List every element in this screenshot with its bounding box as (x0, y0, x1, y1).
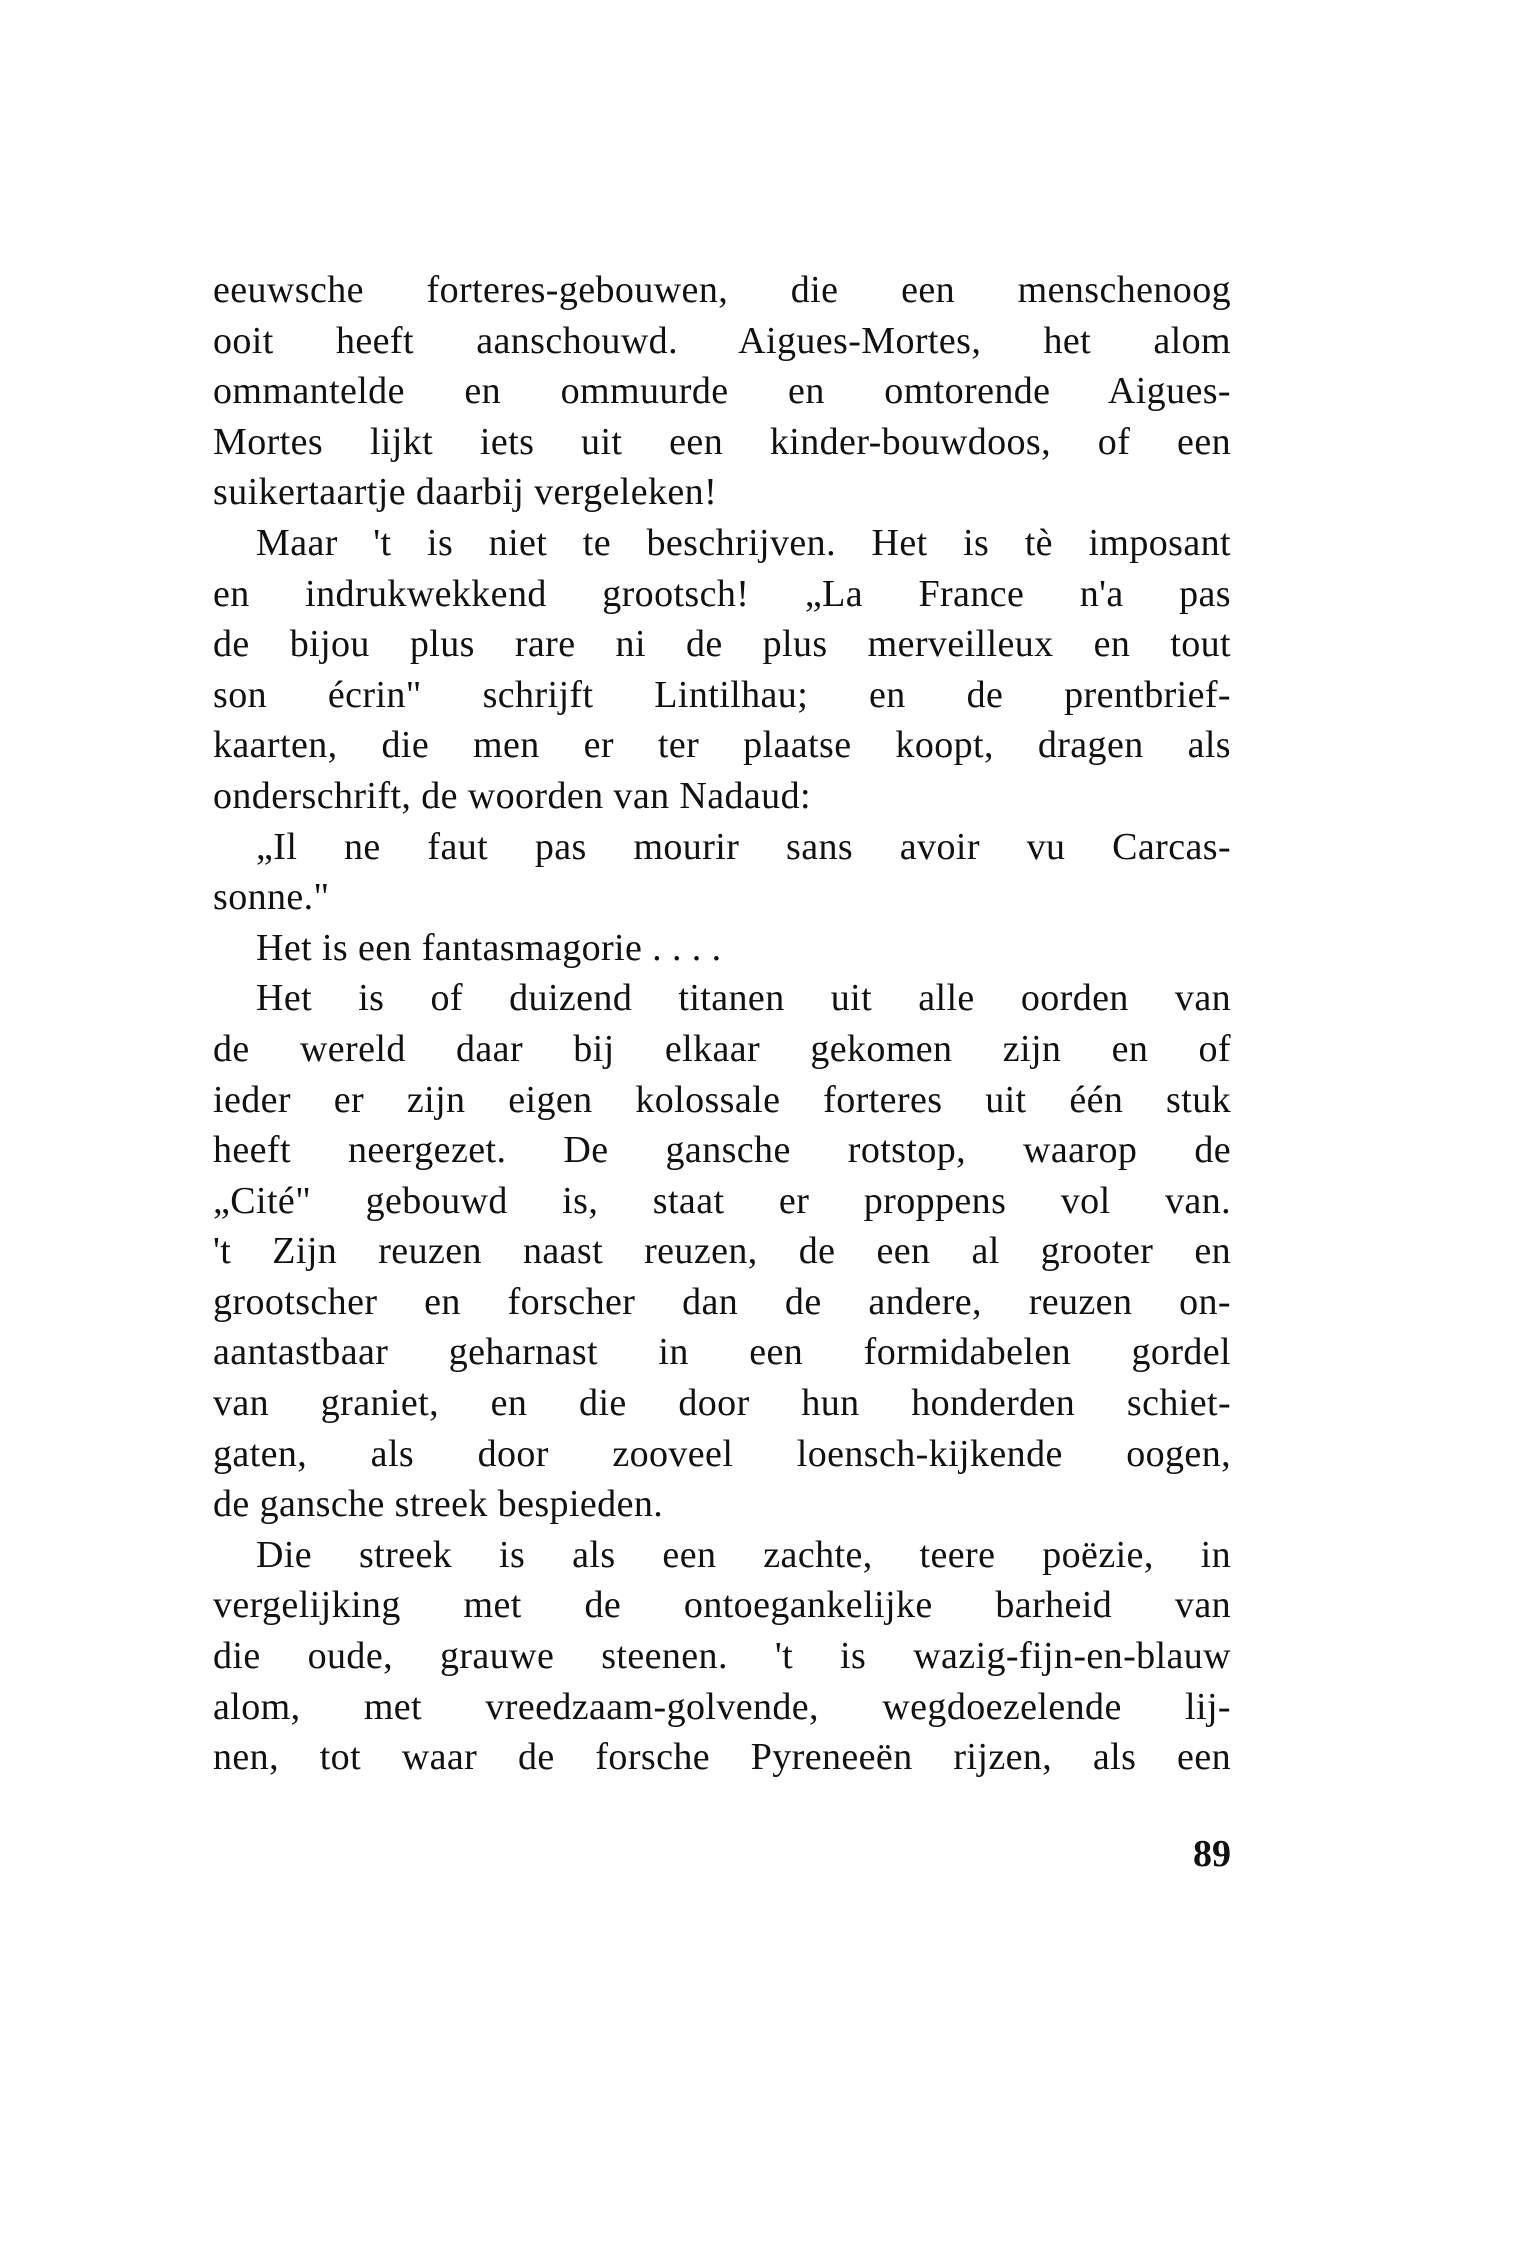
text-line: de wereld daar bij elkaar gekomen zijn en of (213, 1027, 1231, 1070)
text-line: son écrin" schrijft Lintilhau; en de prentbrief- (213, 673, 1231, 716)
text-line: Maar 't is niet te beschrijven. Het is tè imposant (256, 521, 1231, 564)
text-line: die oude, grauwe steenen. 't is wazig-fijn-en-blauw (213, 1635, 1231, 1678)
text-line: en indrukwekkend grootsch! „La France n'a pas (213, 572, 1231, 615)
text-line: 't Zijn reuzen naast reuzen, de een al grooter en (213, 1230, 1231, 1273)
text-line: van graniet, en die door hun honderden schiet- (213, 1382, 1231, 1425)
text-line: ommantelde en ommuurde en omtorende Aigues- (213, 370, 1231, 413)
text-line: de gansche streek bespieden. (213, 1483, 664, 1526)
page-number: 89 (1193, 1833, 1231, 1875)
paragraph (213, 1530, 1231, 1783)
text-line: vergelijking met de ontoegankelijke barheid van (213, 1584, 1231, 1627)
text-line: Mortes lijkt iets uit een kinder-bouwdoos, of een (213, 420, 1231, 463)
text-line: ieder er zijn eigen kolossale forteres uit één stuk (213, 1078, 1231, 1121)
text-line: onderschrift, de woorden van Nadaud: (213, 774, 811, 817)
text-line: Het is of duizend titanen uit alle oorden van (256, 977, 1231, 1020)
text-line: grootscher en forscher dan de andere, reuzen on- (213, 1280, 1231, 1323)
text-line: heeft neergezet. De gansche rotstop, waarop de (213, 1129, 1231, 1172)
text-line: aantastbaar geharnast in een formidabelen gordel (213, 1331, 1231, 1374)
text-line: „Il ne faut pas mourir sans avoir vu Carcas- (256, 825, 1231, 868)
paragraph (213, 923, 1231, 974)
text-line: ooit heeft aanschouwd. Aigues-Mortes, het alom (213, 319, 1231, 362)
text-line: nen, tot waar de forsche Pyreneeën rijzen, als een (213, 1736, 1231, 1779)
text-line: suikertaartje daarbij vergeleken! (213, 471, 718, 514)
text-line: sonne." (213, 876, 330, 919)
text-line: Het is een fantasmagorie . . . . (256, 926, 722, 969)
paragraph (213, 822, 1231, 923)
text-line: alom, met vreedzaam-golvende, wegdoezelende lij- (213, 1685, 1231, 1728)
text-line: de bijou plus rare ni de plus merveilleux en tout (213, 623, 1231, 666)
text-line: Die streek is als een zachte, teere poëzie, in (256, 1533, 1231, 1576)
paragraph (213, 518, 1231, 822)
text-line: „Cité" gebouwd is, staat er proppens vol van. (213, 1179, 1231, 1222)
paragraph (213, 265, 1231, 518)
text-line: kaarten, die men er ter plaatse koopt, dragen als (213, 724, 1231, 767)
text-line: gaten, als door zooveel loensch-kijkende oogen, (213, 1432, 1231, 1475)
text-line: eeuwsche forteres-gebouwen, die een menschenoog (213, 269, 1231, 311)
page-body (213, 265, 1231, 1783)
paragraph (213, 973, 1231, 1530)
